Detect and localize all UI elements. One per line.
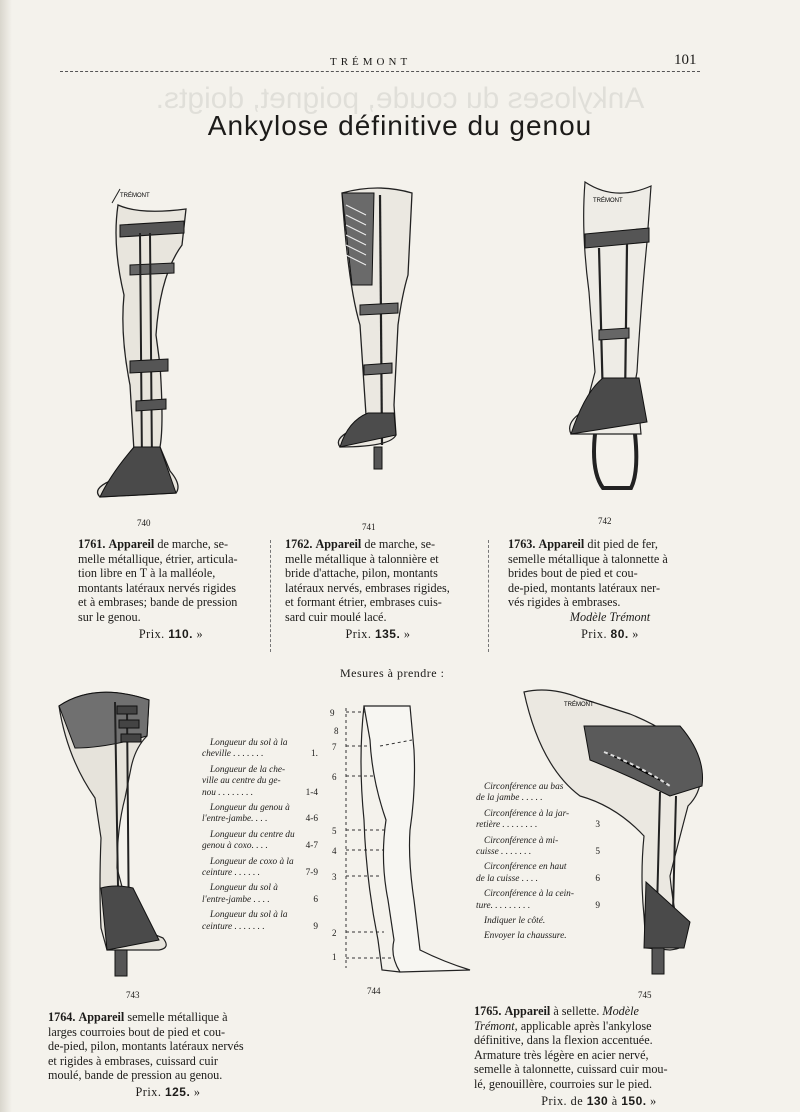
running-head: TRÉMONT bbox=[330, 56, 412, 68]
text-line: melle métallique, étrier, articula- bbox=[78, 551, 238, 566]
text-line: sard cuir moulé lacé. bbox=[285, 609, 387, 624]
brace-illustration-742 bbox=[555, 172, 675, 492]
stamp-740: TRÉMONT bbox=[120, 193, 150, 199]
measure-row: Circonférence à mi- cuisse . . . . . . . 5 bbox=[476, 835, 600, 858]
measure-row: Longueur du sol à la ceinture . . . . . . . 9 bbox=[202, 910, 318, 932]
text-line: bride d'attache, pilon, montants bbox=[285, 566, 438, 581]
figure-number-742: 742 bbox=[598, 516, 612, 526]
measure-row: Longueur du genou à l'entre-jambe. . . . 4-6 bbox=[202, 803, 318, 825]
scale-mark: 2 bbox=[332, 928, 337, 938]
text-line: melle métallique à talonnière et bbox=[285, 551, 439, 566]
stamp-745: TRÉMONT bbox=[564, 702, 594, 708]
column-divider bbox=[270, 540, 271, 652]
scale-mark: 1 bbox=[332, 952, 337, 962]
description-1761 bbox=[78, 537, 264, 641]
text-line: Armature très légère en acier nervé, bbox=[474, 1047, 649, 1062]
item-number: 1764. bbox=[48, 1010, 76, 1024]
scale-mark: 6 bbox=[332, 772, 337, 782]
description-1762 bbox=[285, 537, 471, 641]
item-lead: Appareil bbox=[504, 1004, 551, 1018]
text-line: de-pied, montants latéraux ner- bbox=[508, 580, 661, 595]
page-edge bbox=[0, 0, 12, 1112]
measure-row: Longueur du sol à la cheville . . . . . . . 1. bbox=[202, 738, 318, 760]
brace-illustration-740 bbox=[90, 185, 210, 505]
measures-title: Mesures à prendre : bbox=[340, 666, 445, 680]
brace-illustration-743 bbox=[55, 688, 195, 988]
scale-mark: 8 bbox=[334, 726, 339, 736]
scale-mark: 4 bbox=[332, 846, 337, 856]
description-1764 bbox=[48, 1010, 288, 1100]
text-line: larges courroies bout de pied et cou- bbox=[48, 1024, 226, 1039]
brace-illustration-745 bbox=[520, 686, 720, 982]
measure-row: Circonférence au bas de la jambe . . . . . bbox=[476, 782, 564, 804]
measure-row: Circonférence en haut de la cuisse . . . . 6 bbox=[476, 862, 600, 884]
text-line: de marche, se- bbox=[157, 537, 229, 551]
measure-row: Longueur du centre du genou à coxo. . . . 4-7 bbox=[202, 829, 318, 852]
text-line: de marche, se- bbox=[364, 537, 436, 551]
scale-mark: 5 bbox=[332, 826, 337, 836]
figure-number-743: 743 bbox=[126, 990, 140, 1000]
text-line: définitive, dans la flexion accentuée. bbox=[474, 1033, 653, 1048]
text-line: sur le genou. bbox=[78, 609, 141, 624]
text-line: tion libre en T à la malléole, bbox=[78, 566, 216, 581]
description-1765: 1765. Appareil à sellette. Modèle Trémont, applicable après l'ankylose définitive, dans la flexion accentuée. Armature très légère en acier nervé, semelle à talonnette, cuissard cuir mou- lé, genouillère, courroies sur le pied. Prix. de 130 à 150. » bbox=[474, 1004, 724, 1108]
text-line: semelle métallique à talonnette à bbox=[508, 551, 668, 566]
header-rule bbox=[60, 71, 700, 72]
price-1763: Prix. 80. » bbox=[581, 626, 639, 641]
text-line: dit pied de fer, bbox=[587, 537, 658, 551]
figure-number-744: 744 bbox=[367, 986, 381, 996]
item-lead: Appareil bbox=[108, 537, 155, 551]
description-1763 bbox=[508, 537, 712, 641]
text-line: brides bout de pied et cou- bbox=[508, 566, 638, 581]
measures-list-length bbox=[202, 738, 318, 933]
figure-number-741: 741 bbox=[362, 522, 376, 532]
figure-number-740: 740 bbox=[137, 518, 151, 528]
price-1765: Prix. de 130 à 150. » bbox=[541, 1093, 657, 1108]
scale-mark: 3 bbox=[332, 872, 337, 882]
measure-row: Longueur du sol à l'entre-jambe . . . . 6 bbox=[202, 883, 318, 905]
item-lead: Appareil bbox=[78, 1010, 125, 1024]
bleed-through-text: Ankyloses du coude, poignet, doigts. bbox=[155, 82, 645, 115]
text-line: moulé, bande de pression au genou. bbox=[48, 1068, 223, 1083]
measure-note: Envoyer la chaussure. bbox=[484, 931, 567, 942]
stamp-742: TRÉMONT bbox=[593, 198, 623, 204]
measure-row: Longueur de coxo à la ceinture . . . . . . 7-9 bbox=[202, 856, 318, 879]
scale-mark: 9 bbox=[330, 708, 335, 718]
text-line: latéraux nervés, embrases rigides, bbox=[285, 580, 450, 595]
scale-mark: 7 bbox=[332, 742, 337, 752]
price-1764: Prix. 125. » bbox=[135, 1084, 201, 1099]
measurement-diagram-744 bbox=[324, 700, 474, 982]
text-line: semelle métallique à bbox=[127, 1010, 228, 1024]
measure-row: Longueur de la che- ville au centre du ge- nou . . . . . . . . 1-4 bbox=[202, 764, 318, 798]
page-title: Ankylose définitive du genou bbox=[207, 110, 593, 141]
measure-row: Circonférence à la jar- retière . . . . . . . . 3 bbox=[476, 808, 600, 831]
text-line: lé, genouillère, courroies sur le pied. bbox=[474, 1076, 653, 1091]
text-line: montants latéraux nervés rigides bbox=[78, 580, 237, 595]
brace-illustration-741 bbox=[330, 185, 430, 475]
measure-row: Circonférence à la cein- ture. . . . . . . . . 9 bbox=[476, 889, 600, 911]
item-lead: Appareil bbox=[315, 537, 362, 551]
price-1762: Prix. 135. » bbox=[345, 626, 411, 641]
column-divider bbox=[488, 540, 489, 652]
figure-number-745: 745 bbox=[638, 990, 652, 1000]
text-line: et formant étrier, embrases cuis- bbox=[285, 595, 442, 610]
page-number: 101 bbox=[674, 52, 697, 68]
item-number: 1763. bbox=[508, 537, 536, 551]
item-number: 1762. bbox=[285, 537, 313, 551]
text-line: vés rigides à embrases. bbox=[508, 595, 621, 610]
price-1761: Prix. 110. » bbox=[138, 626, 204, 641]
text-line: et rigides à embrases, cuissard cuir bbox=[48, 1053, 218, 1068]
model-name: Modèle Trémont bbox=[569, 609, 651, 624]
text-line: semelle à talonnette, cuissard cuir mou- bbox=[474, 1062, 668, 1077]
text-line: de-pied, pilon, montants latéraux nervés bbox=[48, 1039, 244, 1054]
item-lead: Appareil bbox=[538, 537, 585, 551]
text-line: et à embrases; bande de pression bbox=[78, 595, 238, 610]
measure-note: Indiquer le côté. bbox=[484, 916, 546, 927]
item-number: 1765. bbox=[474, 1004, 502, 1018]
item-number: 1761. bbox=[78, 537, 106, 551]
